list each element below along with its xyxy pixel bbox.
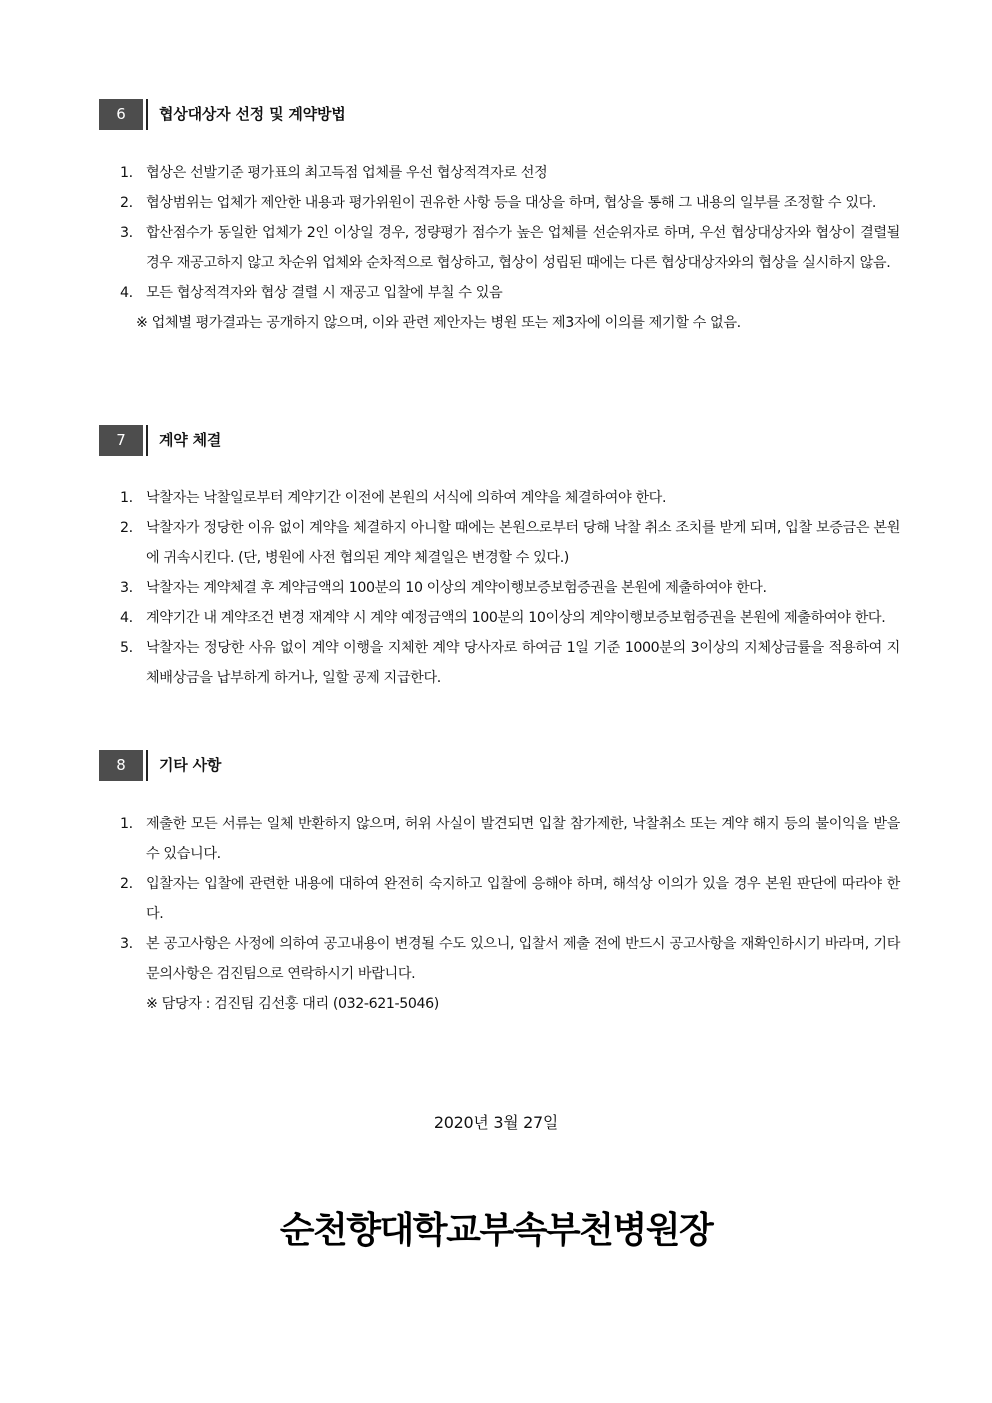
contact-note: ※ 담당자 : 검진팀 김선홍 대리 (032-621-5046)	[146, 996, 439, 1012]
item-text: 낙찰자는 낙찰일로부터 계약기간 이전에 본원의 서식에 의하여 계약을 체결하여야 한다.	[146, 490, 667, 506]
section-list	[120, 483, 900, 693]
item-number: 2.	[120, 520, 133, 536]
item-text: 협상범위는 업체가 제안한 내용과 평가위원이 권유한 사항 등을 대상을 하며, 협상을 통해 그 내용의 일부를 조정할 수 있다.	[146, 195, 877, 211]
list-item	[120, 483, 900, 513]
section-note: ※ 업체별 평가결과는 공개하지 않으며, 이와 관련 제안자는 병원 또는 제3자에 이의를 제기할 수 없음.	[136, 315, 741, 331]
section-divider	[146, 425, 148, 456]
item-text: 계약기간 내 계약조건 변경 재계약 시 계약 예정금액의 100분의 10이상의 계약이행보증보험증권을 본원에 제출하여야 한다.	[146, 610, 886, 626]
list-item	[120, 218, 900, 278]
item-number: 1.	[120, 490, 133, 506]
item-text: 입찰자는 입찰에 관련한 내용에 대하여 완전히 숙지하고 입찰에 응해야 하며, 해석상 이의가 있을 경우 본원 판단에 따라야 한다.	[146, 876, 900, 922]
section-divider	[146, 750, 148, 781]
section-divider	[146, 99, 148, 130]
section-number: 8	[99, 750, 143, 781]
item-number: 2.	[120, 195, 133, 211]
item-number: 2.	[120, 876, 133, 892]
item-number: 3.	[120, 936, 133, 952]
item-text: 합산점수가 동일한 업체가 2인 이상일 경우, 정량평가 점수가 높은 업체를 선순위자로 하며, 우선 협상대상자와 협상이 결렬될 경우 재공고하지 않고 차순위 업체와 순차적으로 협상하고, 협상이 성립된 때에는 다른 협상대상자와의 협상을 실시하지 않음.	[146, 225, 900, 271]
list-item	[120, 809, 900, 869]
list-item	[120, 869, 900, 929]
list-item	[120, 513, 900, 573]
section-title: 협상대상자 선정 및 계약방법	[159, 105, 346, 123]
item-number: 1.	[120, 816, 133, 832]
section-header	[99, 750, 499, 781]
list-item	[120, 603, 900, 633]
section-title: 계약 체결	[159, 431, 222, 449]
section-header	[99, 99, 499, 130]
list-item	[120, 278, 900, 308]
item-number: 5.	[120, 640, 133, 656]
list-item	[120, 929, 900, 989]
item-text: 낙찰자가 정당한 이유 없이 계약을 체결하지 아니할 때에는 본원으로부터 당해 낙찰 취소 조치를 받게 되며, 입찰 보증금은 본원에 귀속시킨다. (단, 병원에 사전 협의된 계약 체결일은 변경할 수 있다.)	[146, 520, 900, 566]
section-header	[99, 425, 499, 456]
item-text: 협상은 선발기준 평가표의 최고득점 업체를 우선 협상적격자로 선정	[146, 165, 548, 181]
item-number: 1.	[120, 165, 133, 181]
list-item	[120, 633, 900, 693]
item-number: 3.	[120, 580, 133, 596]
item-text: 낙찰자는 정당한 사유 없이 계약 이행을 지체한 계약 당사자로 하여금 1일 기준 1000분의 3이상의 지체상금률을 적용하여 지체배상금을 납부하게 하거나, 일할 공제 지급한다.	[146, 640, 900, 686]
list-item	[120, 158, 900, 188]
document-date: 2020년 3월 27일	[433, 1113, 559, 1132]
item-text: 모든 협상적격자와 협상 결렬 시 재공고 입찰에 부칠 수 있음	[146, 285, 503, 301]
section-title: 기타 사항	[159, 756, 222, 774]
section-number: 7	[99, 425, 143, 456]
item-number: 3.	[120, 225, 133, 241]
section-list	[120, 158, 900, 338]
section-number: 6	[99, 99, 143, 130]
section-list	[120, 809, 900, 1019]
item-number: 4.	[120, 285, 133, 301]
list-item	[120, 188, 900, 218]
list-item	[120, 573, 900, 603]
item-text: 낙찰자는 계약체결 후 계약금액의 100분의 10 이상의 계약이행보증보험증권을 본원에 제출하여야 한다.	[146, 580, 767, 596]
item-number: 4.	[120, 610, 133, 626]
issuer-signature: 순천향대학교부속부천병원장	[279, 1210, 713, 1251]
item-text: 본 공고사항은 사정에 의하여 공고내용이 변경될 수도 있으니, 입찰서 제출 전에 반드시 공고사항을 재확인하시기 바라며, 기타 문의사항은 검진팀으로 연락하시기 바랍니다.	[146, 936, 900, 982]
item-text: 제출한 모든 서류는 일체 반환하지 않으며, 허위 사실이 발견되면 입찰 참가제한, 낙찰취소 또는 계약 해지 등의 불이익을 받을 수 있습니다.	[146, 816, 900, 862]
